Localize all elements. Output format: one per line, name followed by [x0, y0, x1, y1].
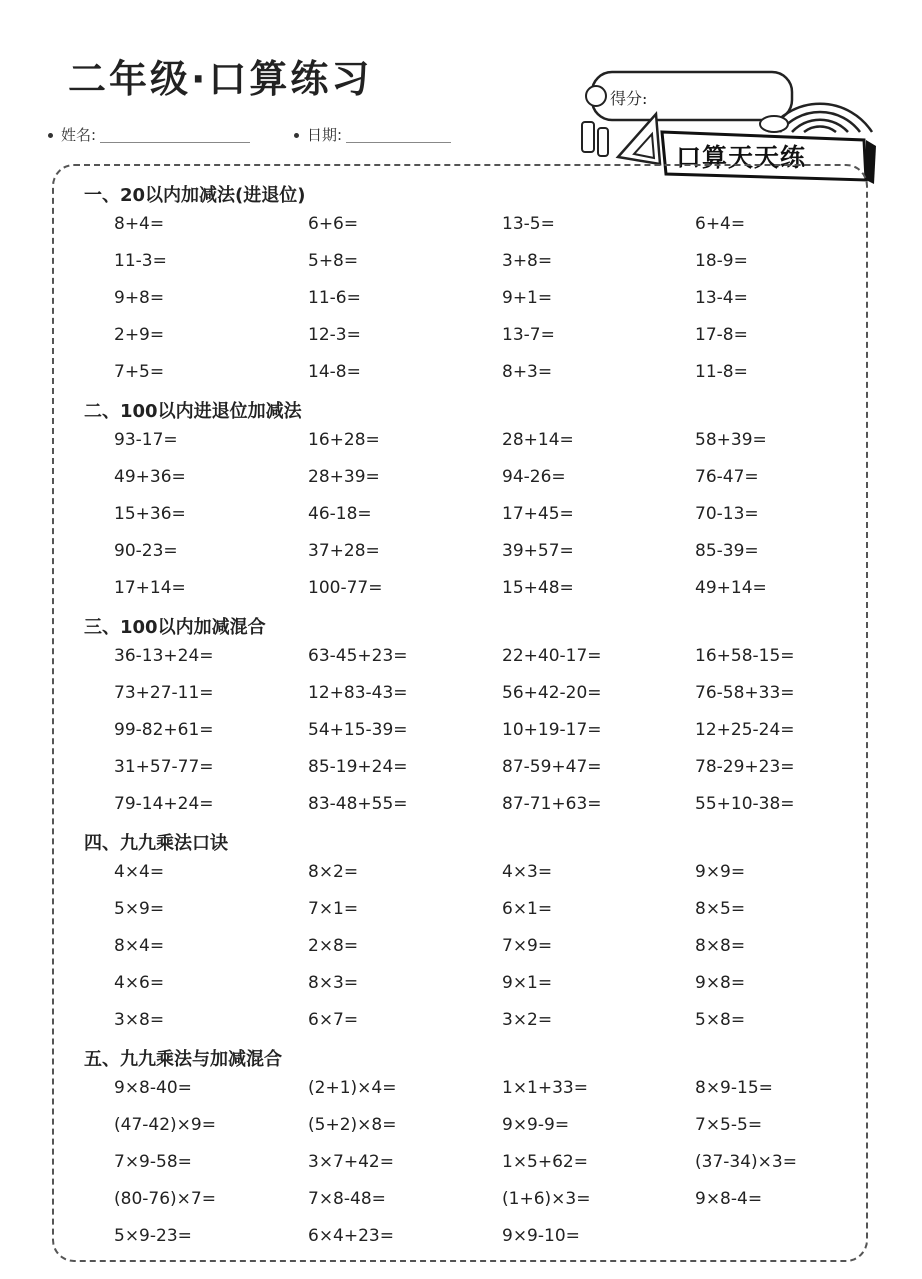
- problem: 85-39=: [695, 541, 759, 561]
- problem: 7×8-48=: [308, 1189, 386, 1209]
- problem: 85-19+24=: [308, 757, 408, 777]
- name-underline: [100, 142, 250, 143]
- problem: 5+8=: [308, 251, 359, 271]
- date-label: 日期:: [307, 126, 343, 144]
- problem: 94-26=: [502, 467, 566, 487]
- problem: 17-8=: [695, 325, 748, 345]
- problem: 13-7=: [502, 325, 555, 345]
- problem: 5×9-23=: [114, 1226, 192, 1246]
- problem: 7×9=: [502, 936, 553, 956]
- problem: (47-42)×9=: [114, 1115, 216, 1135]
- problem: 54+15-39=: [308, 720, 408, 740]
- problem: 22+40-17=: [502, 646, 602, 666]
- problem: 87-59+47=: [502, 757, 602, 777]
- problem: 55+10-38=: [695, 794, 795, 814]
- problem: 49+14=: [695, 578, 767, 598]
- section-title: 三、100以内加减混合: [84, 617, 266, 638]
- problem: 3×7+42=: [308, 1152, 394, 1172]
- problem: 8+3=: [502, 362, 553, 382]
- problem: 87-71+63=: [502, 794, 602, 814]
- problem: 8×8=: [695, 936, 746, 956]
- problem: 8×2=: [308, 862, 359, 882]
- problem: 6×1=: [502, 899, 553, 919]
- problem: 13-4=: [695, 288, 748, 308]
- problem: 37+28=: [308, 541, 380, 561]
- problem: 7×1=: [308, 899, 359, 919]
- problem: 9×9-9=: [502, 1115, 570, 1135]
- problem: 9×8-40=: [114, 1078, 192, 1098]
- problem: 8×4=: [114, 936, 165, 956]
- problem-grid: [114, 1076, 844, 1261]
- problem: 76-58+33=: [695, 683, 795, 703]
- problem-row: [114, 323, 844, 360]
- badge-title: 口算天天练: [676, 143, 807, 172]
- date-field: [294, 124, 451, 145]
- problem: 78-29+23=: [695, 757, 795, 777]
- name-label: 姓名:: [61, 126, 97, 144]
- problem: 39+57=: [502, 541, 574, 561]
- problem: 2×8=: [308, 936, 359, 956]
- problem: 58+39=: [695, 430, 767, 450]
- section-4: [84, 830, 844, 1045]
- problem: 18-9=: [695, 251, 748, 271]
- problem: 76-47=: [695, 467, 759, 487]
- problem: 31+57-77=: [114, 757, 214, 777]
- problem: 63-45+23=: [308, 646, 408, 666]
- problem: 16+28=: [308, 430, 380, 450]
- problem: 13-5=: [502, 214, 555, 234]
- problem-row: [114, 502, 844, 539]
- problem-row: [114, 860, 844, 897]
- problem-row: [114, 718, 844, 755]
- problem-row: [114, 249, 844, 286]
- problem-row: [114, 286, 844, 323]
- problem: 10+19-17=: [502, 720, 602, 740]
- problem-row: [114, 539, 844, 576]
- problem-row: [114, 1113, 844, 1150]
- problem-row: [114, 212, 844, 249]
- problem: 83-48+55=: [308, 794, 408, 814]
- problem: 99-82+61=: [114, 720, 214, 740]
- problem-row: [114, 1187, 844, 1224]
- problem: 3×8=: [114, 1010, 165, 1030]
- problem: (2+1)×4=: [308, 1078, 397, 1098]
- problem: 15+48=: [502, 578, 574, 598]
- section-1: [84, 182, 844, 397]
- problem: 3+8=: [502, 251, 553, 271]
- problem-row: [114, 1076, 844, 1113]
- problem-grid: [114, 428, 844, 613]
- problem: 4×4=: [114, 862, 165, 882]
- problem: 46-18=: [308, 504, 372, 524]
- problem: 8×5=: [695, 899, 746, 919]
- problem: 5×9=: [114, 899, 165, 919]
- problem: 73+27-11=: [114, 683, 214, 703]
- problem: 56+42-20=: [502, 683, 602, 703]
- problem: 12-3=: [308, 325, 361, 345]
- problem: (1+6)×3=: [502, 1189, 591, 1209]
- problem-row: [114, 1008, 844, 1045]
- problem-row: [114, 644, 844, 681]
- problem: 8×9-15=: [695, 1078, 773, 1098]
- problem: 7×5-5=: [695, 1115, 763, 1135]
- problem: 12+25-24=: [695, 720, 795, 740]
- problem: 3×2=: [502, 1010, 553, 1030]
- bullet-icon: [294, 133, 299, 138]
- section-3: [84, 614, 844, 829]
- problem: 28+39=: [308, 467, 380, 487]
- problem: 6+4=: [695, 214, 746, 234]
- problem-row: [114, 1224, 844, 1261]
- problem: 1×5+62=: [502, 1152, 588, 1172]
- problem: 49+36=: [114, 467, 186, 487]
- problem-grid: [114, 860, 844, 1045]
- problem-row: [114, 576, 844, 613]
- bullet-icon: [48, 133, 53, 138]
- problem-row: [114, 681, 844, 718]
- problem: 1×1+33=: [502, 1078, 588, 1098]
- date-underline: [346, 142, 451, 143]
- problem-row: [114, 1150, 844, 1187]
- problem: 9×8-4=: [695, 1189, 763, 1209]
- problem: 28+14=: [502, 430, 574, 450]
- problem-grid: [114, 644, 844, 829]
- problem: 9+1=: [502, 288, 553, 308]
- problem: 9×1=: [502, 973, 553, 993]
- problem-row: [114, 792, 844, 829]
- problem: 4×6=: [114, 973, 165, 993]
- problem: 100-77=: [308, 578, 383, 598]
- problem: 11-3=: [114, 251, 167, 271]
- problem: 8×3=: [308, 973, 359, 993]
- problem: 70-13=: [695, 504, 759, 524]
- problem: 6×7=: [308, 1010, 359, 1030]
- problem: 9×8=: [695, 973, 746, 993]
- problem: 9×9-10=: [502, 1226, 580, 1246]
- problem-row: [114, 755, 844, 792]
- problem: 15+36=: [114, 504, 186, 524]
- problem: 5×8=: [695, 1010, 746, 1030]
- problem: 9×9=: [695, 862, 746, 882]
- problem: (37-34)×3=: [695, 1152, 797, 1172]
- problem: 36-13+24=: [114, 646, 214, 666]
- problem: 6×4+23=: [308, 1226, 394, 1246]
- section-title: 四、九九乘法口诀: [84, 833, 228, 854]
- problem: 79-14+24=: [114, 794, 214, 814]
- problem: 93-17=: [114, 430, 178, 450]
- section-5: [84, 1046, 844, 1261]
- section-2: [84, 398, 844, 613]
- problem: 6+6=: [308, 214, 359, 234]
- name-field: [48, 124, 250, 145]
- problem-row: [114, 428, 844, 465]
- problem: 14-8=: [308, 362, 361, 382]
- problem: 16+58-15=: [695, 646, 795, 666]
- section-title: 五、九九乘法与加减混合: [84, 1049, 282, 1070]
- problem: 12+83-43=: [308, 683, 408, 703]
- problem: 7+5=: [114, 362, 165, 382]
- problem: 9+8=: [114, 288, 165, 308]
- problem: 11-6=: [308, 288, 361, 308]
- problem-row: [114, 971, 844, 1008]
- problem: (5+2)×8=: [308, 1115, 397, 1135]
- score-label: 得分:: [610, 89, 648, 108]
- problem: 90-23=: [114, 541, 178, 561]
- problem-row: [114, 934, 844, 971]
- problem-row: [114, 360, 844, 397]
- problem: 8+4=: [114, 214, 165, 234]
- problem-grid: [114, 212, 844, 397]
- problem: 17+45=: [502, 504, 574, 524]
- problem: 11-8=: [695, 362, 748, 382]
- problem: 2+9=: [114, 325, 165, 345]
- problem: 4×3=: [502, 862, 553, 882]
- problem: 17+14=: [114, 578, 186, 598]
- problem-row: [114, 897, 844, 934]
- problem: (80-76)×7=: [114, 1189, 216, 1209]
- section-title: 二、100以内进退位加减法: [84, 401, 302, 422]
- page-title: 二年级·口算练习: [68, 57, 373, 101]
- problem-row: [114, 465, 844, 502]
- problem: 7×9-58=: [114, 1152, 192, 1172]
- section-title: 一、20以内加减法(进退位): [84, 185, 306, 206]
